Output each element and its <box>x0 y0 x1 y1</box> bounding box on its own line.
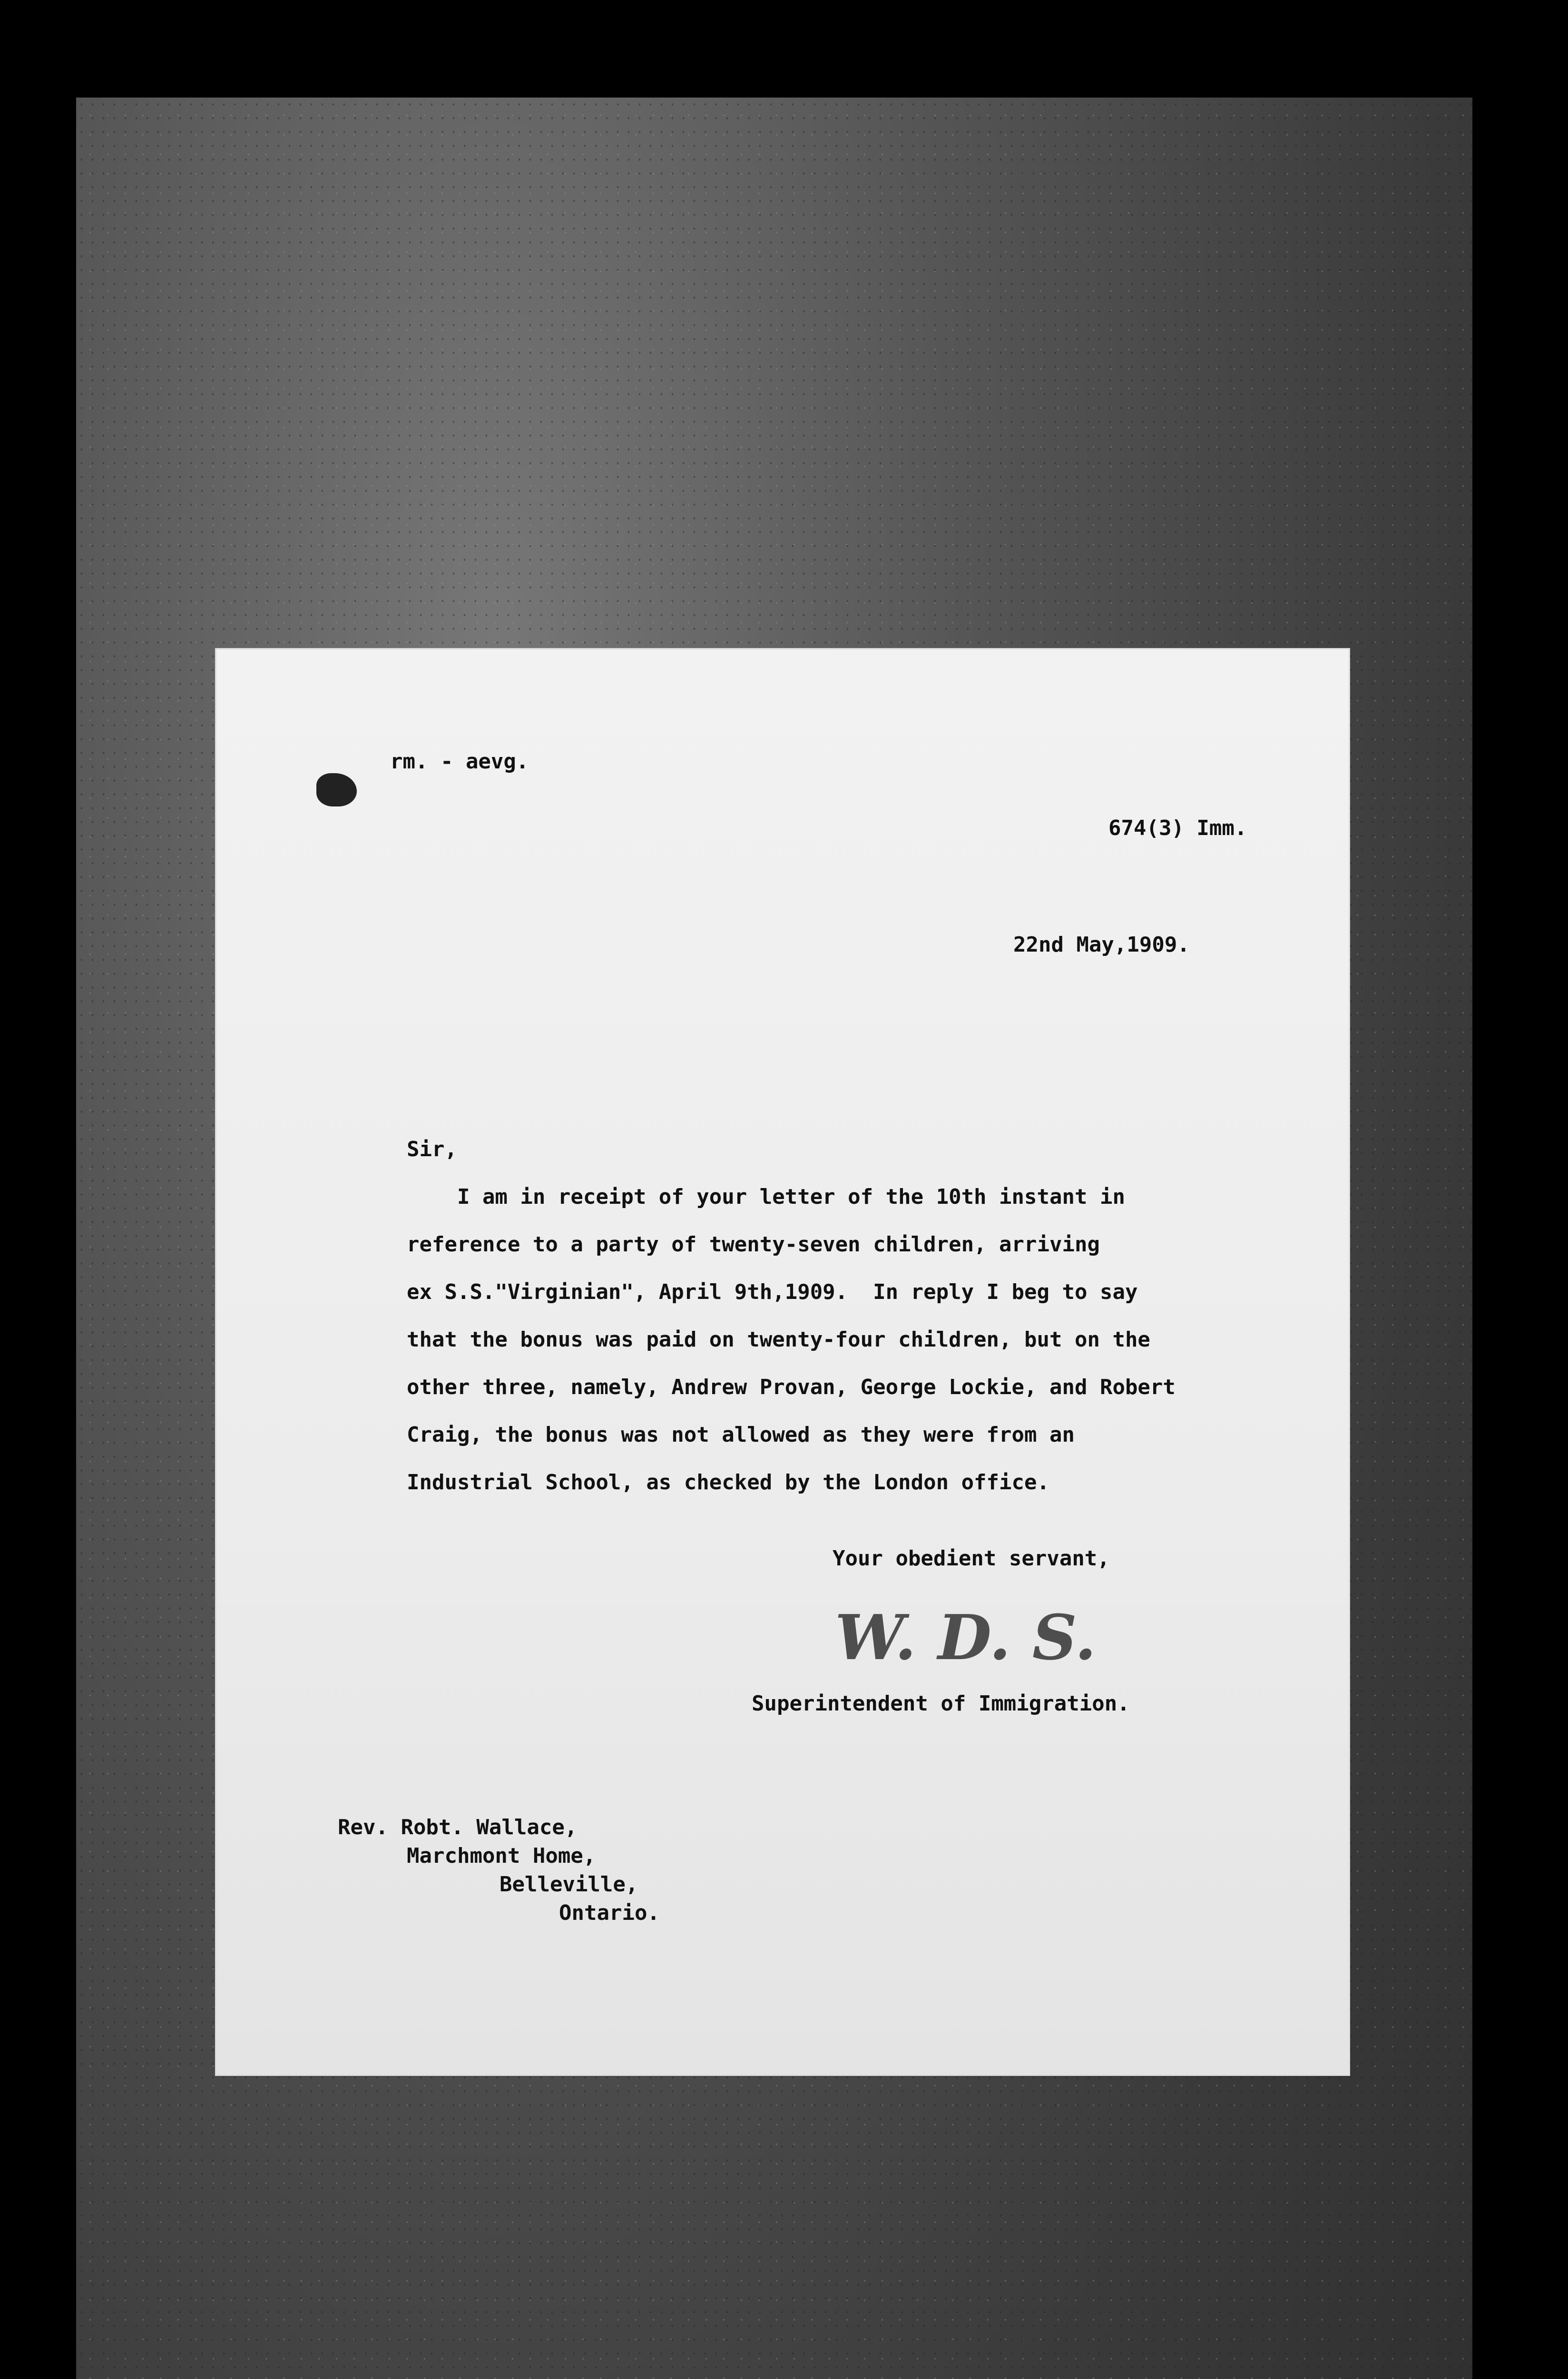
handwritten-signature: W. D. S. <box>835 1601 1097 1674</box>
recipient-address-line: Ontario. <box>559 1901 660 1925</box>
salutation: Sir, <box>407 1137 457 1161</box>
reference-initials: rm. - aevg. <box>390 749 529 774</box>
closing: Your obedient servant, <box>833 1546 1110 1571</box>
body-line: other three, namely, Andrew Provan, George Lockie, and Robert <box>407 1375 1176 1399</box>
body-line: I am in receipt of your letter of the 10th instant in <box>407 1185 1125 1209</box>
body-line: reference to a party of twenty-seven children, arriving <box>407 1232 1100 1257</box>
body-line: that the bonus was paid on twenty-four children, but on the <box>407 1327 1150 1352</box>
body-line: Industrial School, as checked by the London office. <box>407 1470 1050 1494</box>
recipient-address-line: Belleville, <box>500 1872 638 1897</box>
file-number: 674(3) Imm. <box>1108 816 1247 840</box>
recipient-address-line: Marchmont Home, <box>407 1844 596 1868</box>
letter-page <box>216 649 1349 2074</box>
letter-date: 22nd May,1909. <box>1013 933 1190 957</box>
signatory-title: Superintendent of Immigration. <box>752 1691 1130 1716</box>
recipient-name: Rev. Robt. Wallace, <box>338 1815 578 1839</box>
body-line: ex S.S."Virginian", April 9th,1909. In reply I beg to say <box>407 1280 1138 1304</box>
body-line: Craig, the bonus was not allowed as they were from an <box>407 1423 1075 1447</box>
